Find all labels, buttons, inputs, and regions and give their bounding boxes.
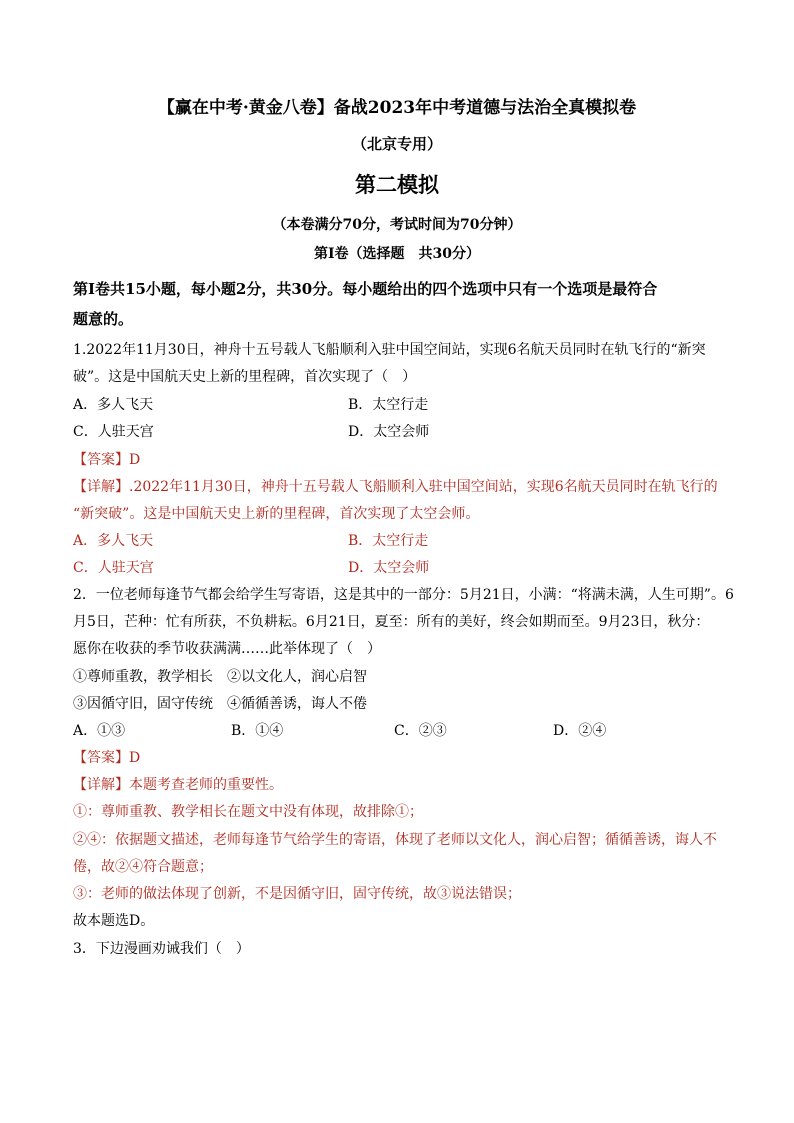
q2-explain-line-3: ②④：依据题文描述，老师每逢节气给学生的寄语，体现了老师以文化人，润心启智；循循善诱，诲人不: [73, 832, 717, 848]
q2-option-d: D．②④: [553, 723, 607, 739]
q2-answer: 【答案】D: [73, 750, 141, 766]
q1-option-b: B．太空行走: [348, 397, 429, 413]
q2-explain-line-4: 倦，故②④符合题意；: [73, 859, 213, 875]
q2-option-c: C．②③: [394, 723, 447, 739]
q1-explain-option-d: D．太空会师: [348, 560, 430, 576]
q2-explain-line-5: ③：老师的做法体现了创新，不是因循守旧，固守传统，故③说法错误；: [73, 886, 521, 902]
intro-line-2: 题意的。: [73, 310, 134, 328]
q1-explain-option-c: C．人驻天宫: [73, 560, 154, 576]
q2-explain-line-6: 故本题选D。: [73, 913, 155, 929]
q1-explain-line-2: “新突破”。这是中国航天史上新的里程碑，首次实现了太空会师。: [73, 506, 480, 522]
q1-explain-option-b: B．太空行走: [348, 533, 429, 549]
q2-stem-line-2: 月5日，芒种：忙有所获，不负耕耘。6月21日，夏至：所有的美好，终会如期而至。9月23日，秋分：: [73, 614, 710, 630]
q2-option-b: B．①④: [231, 723, 284, 739]
section-title: 第I卷（选择题 共30分）: [313, 246, 481, 262]
q1-answer: 【答案】D: [73, 452, 141, 468]
q2-stem-line-3: 愿你在收获的季节收获满满……此举体现了（ ）: [73, 641, 381, 657]
q1-explain-line-1: 【详解】.2022年11月30日，神舟十五号载人飞船顺利入驻中国空间站，实现6名航天员同时在轨飞行的: [73, 479, 718, 495]
q1-explain-option-a: A．多人飞天: [73, 533, 154, 549]
paper-name: 第二模拟: [355, 172, 439, 197]
paper-region: （北京专用）: [351, 135, 442, 153]
q1-option-a: A．多人飞天: [73, 397, 154, 413]
q2-item-line-1: ①尊师重教，教学相长 ②以文化人，润心启智: [73, 669, 367, 685]
q2-explain-line-2: ①：尊师重教、教学相长在题文中没有体现，故排除①；: [73, 804, 423, 820]
q2-explain-line-1: 【详解】本题考查老师的重要性。: [73, 777, 283, 793]
q1-stem-line-2: 破”。这是中国航天史上新的里程碑，首次实现了（ ）: [73, 369, 417, 385]
q3-stem-line-1: 3．下边漫画劝诫我们（ ）: [73, 941, 250, 957]
q2-option-a: A．①③: [73, 723, 126, 739]
q1-stem-line-1: 1.2022年11月30日，神舟十五号载人飞船顺利入驻中国空间站，实现6名航天员同时在轨飞行的“新突: [73, 342, 706, 358]
q1-option-d: D．太空会师: [348, 424, 430, 440]
q2-item-line-2: ③因循守旧，固守传统 ④循循善诱，诲人不倦: [73, 696, 367, 712]
intro-line-1: 第I卷共15小题，每小题2分，共30分。每小题给出的四个选项中只有一个选项是最符合: [73, 280, 658, 298]
exam-info: （本卷满分70分，考试时间为70分钟）: [272, 217, 522, 233]
q1-option-c: C．人驻天宫: [73, 424, 154, 440]
paper-title: 【赢在中考·黄金八卷】备战2023年中考道德与法治全真模拟卷: [157, 98, 637, 118]
q2-stem-line-1: 2．一位老师每逢节气都会给学生写寄语，这是其中的一部分：5月21日，小满：“将满未满，人生可期”。6: [73, 587, 734, 603]
